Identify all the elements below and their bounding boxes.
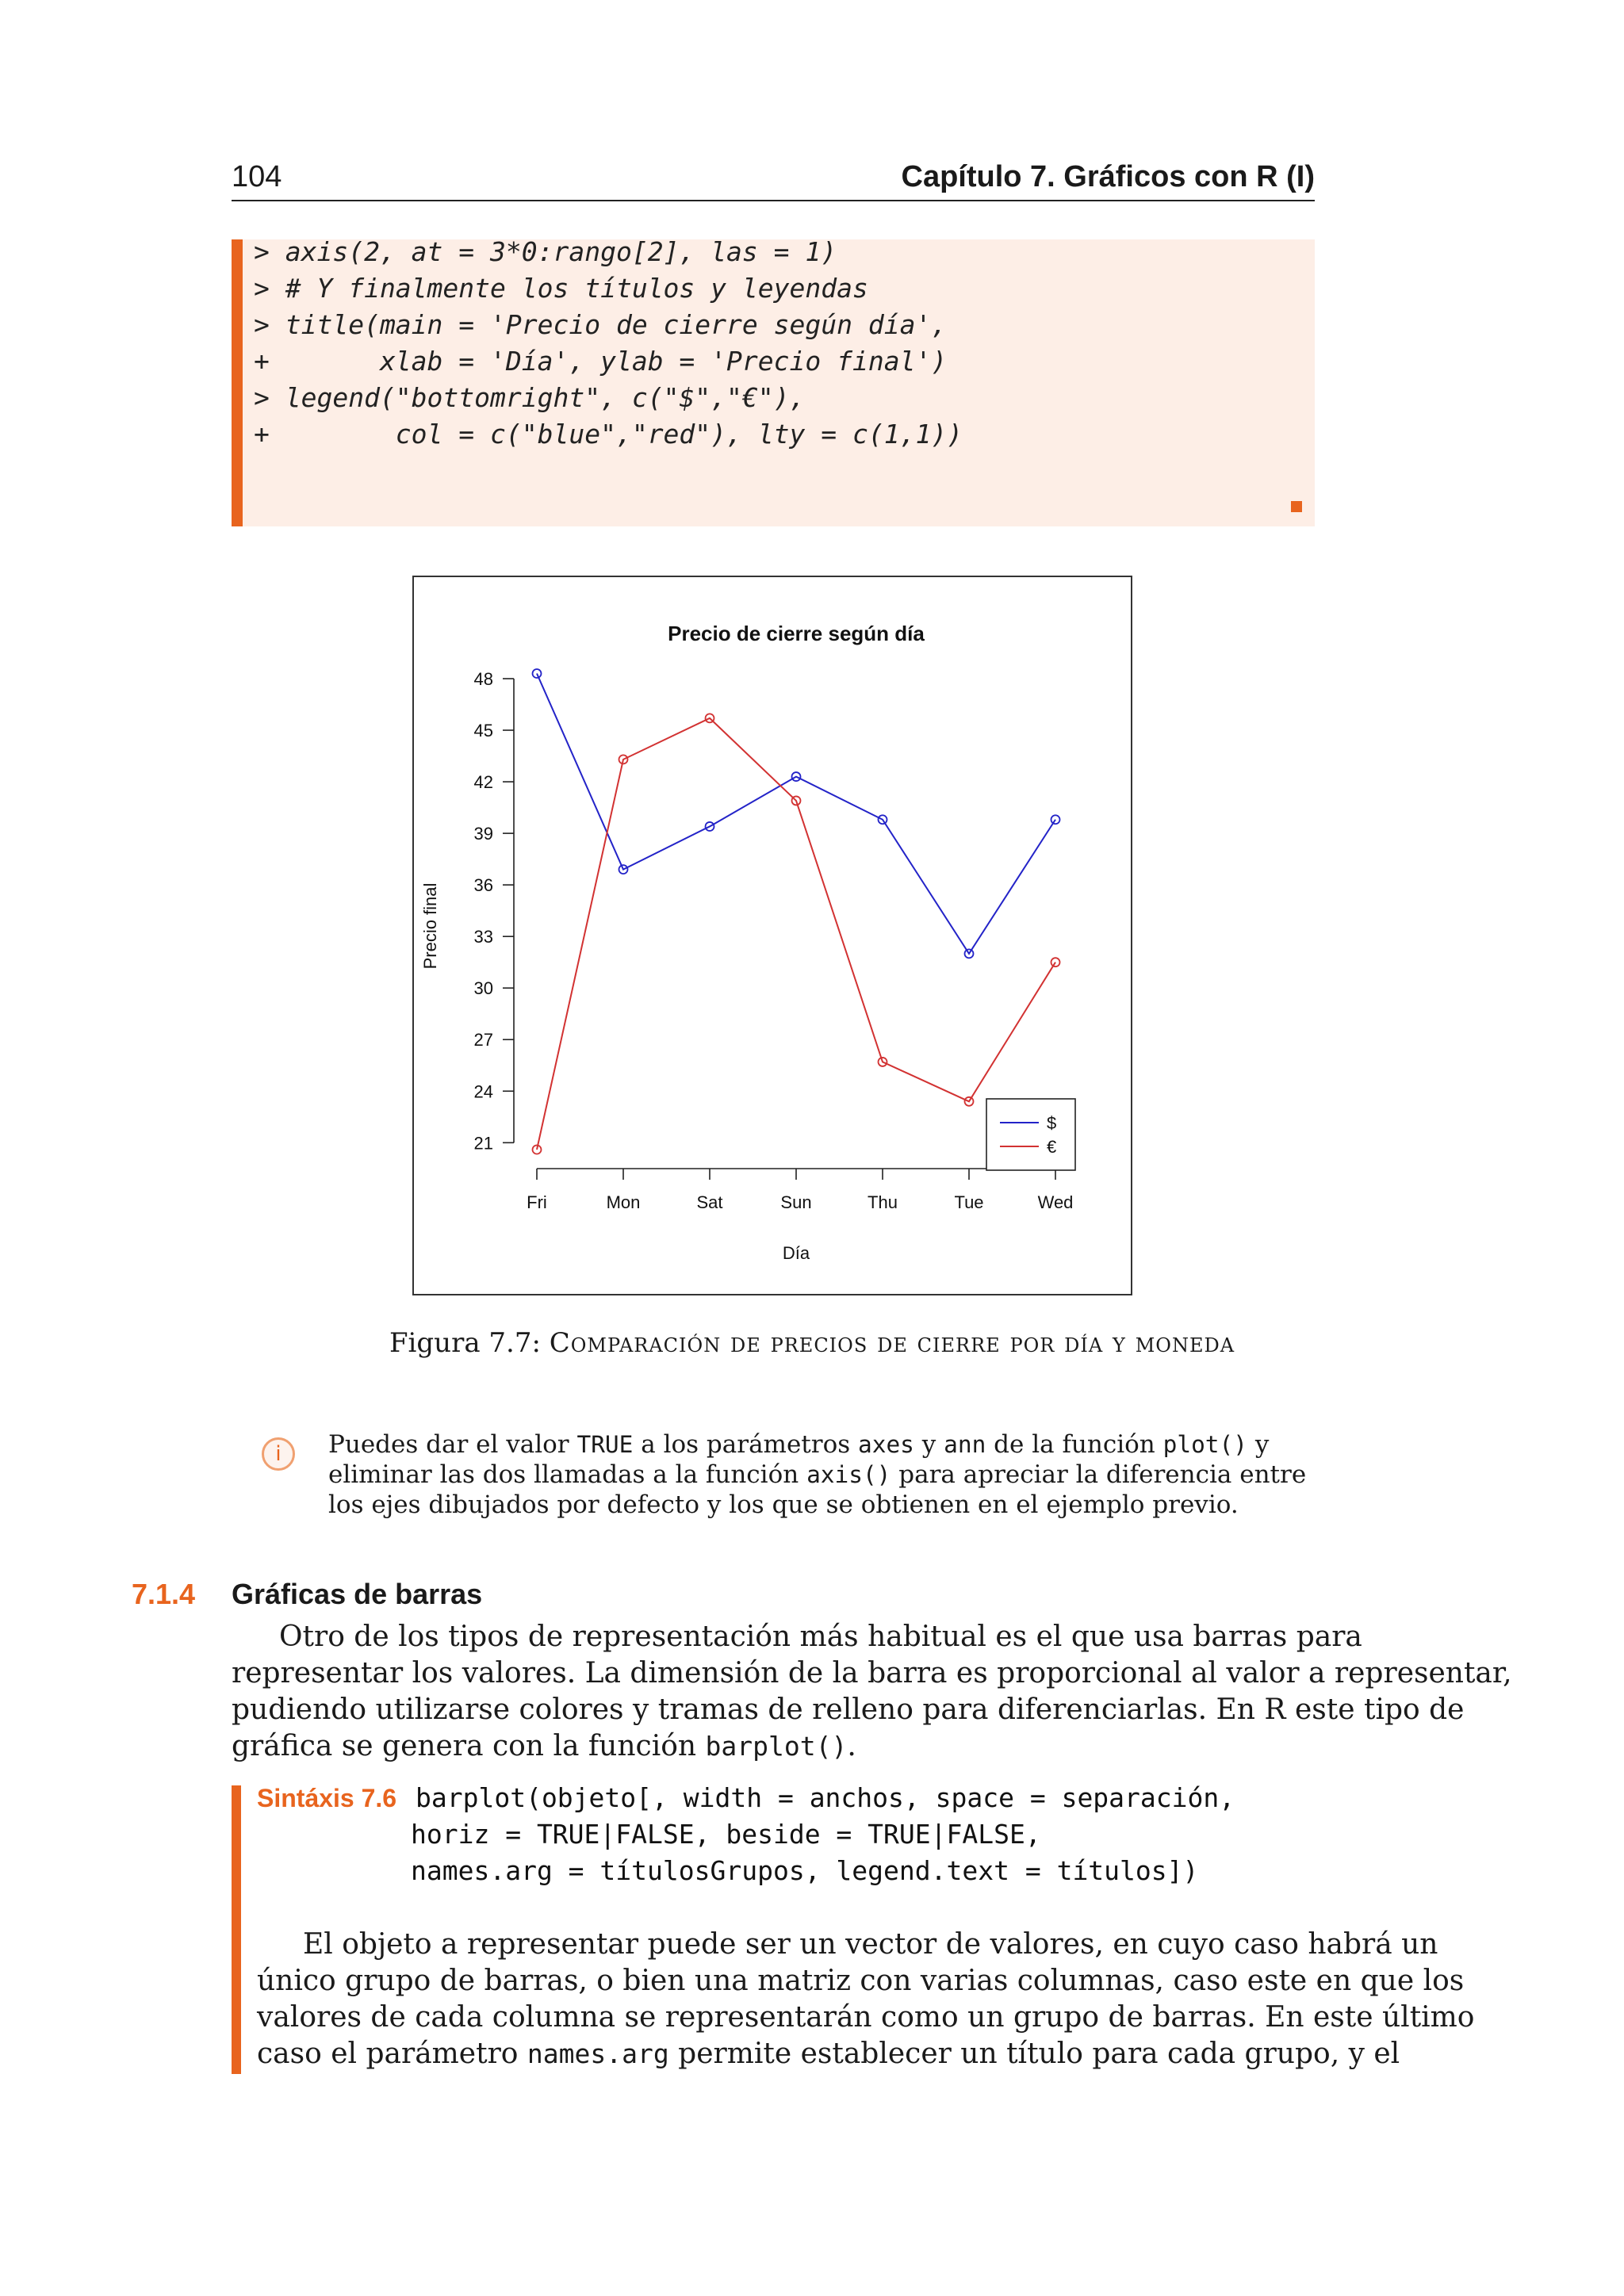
paragraph-line: pudiendo utilizarse colores y tramas de relleno para diferenciarlas. En R este tipo de	[232, 1693, 1465, 1726]
y-axis-label: Precio final	[420, 882, 440, 970]
chart-axes	[474, 669, 1074, 1212]
y-tick-label: 33	[473, 927, 493, 947]
y-tick-label: 36	[473, 875, 493, 896]
code-line: + xlab = 'Día', ylab = 'Precio final')	[254, 346, 948, 377]
x-axis-label: Día	[782, 1243, 810, 1263]
line-chart	[412, 576, 1132, 1295]
header-rule	[232, 200, 1315, 201]
code-block-accent-bar	[232, 239, 243, 526]
y-tick-label: 30	[473, 978, 493, 999]
y-tick-label: 27	[473, 1030, 493, 1050]
paragraph-line: representar los valores. La dimensión de la barra es proporcional al valor a representar,	[232, 1657, 1512, 1689]
chart-title: Precio de cierre según día	[668, 622, 925, 645]
code-end-mark	[1291, 501, 1302, 512]
paragraph-line: caso el parámetro names.arg permite establecer un título para cada grupo, y el	[257, 2038, 1400, 2070]
note-line-1: Puedes dar el valor TRUE a los parámetros axes y ann de la función plot() y	[328, 1430, 1270, 1459]
page-number: 104	[232, 160, 282, 193]
syntax-line: barplot(objeto[, width = anchos, space = separación,	[416, 1782, 1235, 1813]
code-line: > # Y finalmente los títulos y leyendas	[254, 273, 868, 304]
paragraph-line: único grupo de barras, o bien una matriz con varias columnas, caso este en que los	[257, 1965, 1465, 1997]
syntax-accent-bar	[232, 1785, 241, 2074]
x-tick-label: Tue	[954, 1192, 984, 1212]
figure-caption	[0, 1327, 1624, 1359]
info-icon: i	[262, 1437, 295, 1471]
x-tick-label: Sun	[780, 1192, 812, 1212]
x-tick-label: Thu	[868, 1192, 898, 1212]
series-line	[537, 718, 1055, 1150]
data-point	[1051, 815, 1060, 824]
y-tick-label: 48	[473, 669, 493, 690]
data-point	[533, 669, 542, 678]
figure-caption-prefix: Figura 7.7:	[389, 1327, 541, 1359]
x-tick-label: Wed	[1037, 1192, 1074, 1212]
note-line-3: los ejes dibujados por defecto y los que se obtienen en el ejemplo previo.	[328, 1490, 1239, 1519]
paragraph-line: valores de cada columna se representarán como un grupo de barras. En este último	[257, 2001, 1475, 2034]
x-tick-label: Mon	[606, 1192, 641, 1212]
syntax-line: horiz = TRUE|FALSE, beside = TRUE|FALSE,	[411, 1819, 1041, 1850]
x-tick-label: Sat	[696, 1192, 723, 1212]
chapter-title: Capítulo 7. Gráficos con R (I)	[901, 160, 1315, 193]
paragraph-line: gráfica se genera con la función barplot().	[232, 1730, 856, 1762]
y-tick-label: 42	[473, 772, 493, 793]
section-title: Gráficas de barras	[232, 1578, 483, 1610]
y-tick-label: 45	[473, 721, 493, 741]
y-tick-label: 39	[473, 824, 493, 844]
chart-legend	[986, 1099, 1075, 1170]
code-line: > title(main = 'Precio de cierre según día',	[254, 309, 948, 340]
paragraph-line: El objeto a representar puede ser un vector de valores, en cuyo caso habrá un	[303, 1928, 1438, 1961]
legend-label: €	[1047, 1137, 1057, 1157]
chart-series	[533, 669, 1060, 1154]
figure-caption-text: Comparación de precios de cierre por día y moneda	[549, 1327, 1235, 1359]
y-tick-label: 21	[473, 1133, 493, 1154]
syntax-line: names.arg = títulosGrupos, legend.text = títulos])	[411, 1855, 1199, 1886]
syntax-label: Sintáxis 7.6	[257, 1784, 397, 1812]
paragraph-line: Otro de los tipos de representación más habitual es el que usa barras para	[279, 1621, 1362, 1653]
note-line-2: eliminar las dos llamadas a la función axis() para apreciar la diferencia entre	[328, 1460, 1307, 1489]
series-line	[537, 674, 1055, 954]
y-tick-label: 24	[473, 1081, 493, 1102]
section-number: 7.1.4	[132, 1578, 196, 1610]
code-line: > axis(2, at = 3*0:rango[2], las = 1)	[254, 236, 837, 267]
code-line: + col = c("blue","red"), lty = c(1,1))	[254, 419, 963, 450]
legend-box	[986, 1099, 1075, 1170]
code-line: > legend("bottomright", c("$","€"),	[254, 382, 806, 413]
x-tick-label: Fri	[527, 1192, 547, 1212]
legend-label: $	[1047, 1113, 1057, 1133]
